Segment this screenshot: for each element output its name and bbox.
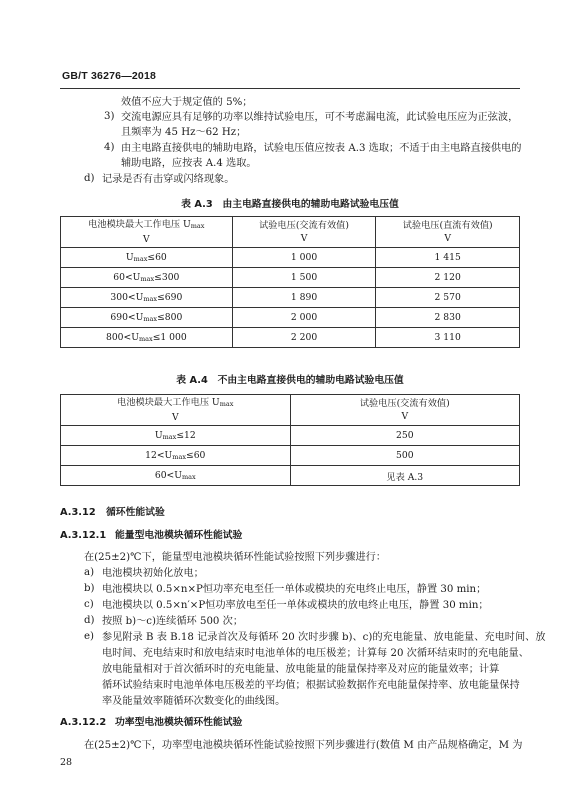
table-a4-header-ac: 试验电压(交流有效值) V — [290, 395, 519, 426]
header-rule — [60, 88, 520, 89]
table-row — [61, 288, 520, 308]
page-number: 28 — [60, 757, 73, 768]
table-a4-ac-value: 500 — [290, 446, 519, 466]
table-a3-ac-value: 1 000 — [232, 248, 376, 268]
step-e-continuation: 循环试验结束时电池单体电压极差的平均值；根据试验数据作充电能量保持率、放电能量保持 — [102, 680, 520, 691]
step-a-text: 电池模块初始化放电； — [102, 568, 204, 579]
a3122-intro: 在(25±2)℃下，功率型电池模块循环性能试验按照下列步骤进行(数值 M 由产品规格确定，M 为 — [84, 740, 523, 751]
table-a3-dc-value: 2 120 — [376, 268, 520, 288]
step-e-continuation: 电时间、充电结束时和放电结束时电池单体的电压极差；计算每 20 次循环结束时的充电能量、 — [102, 648, 529, 659]
item-3-text: 交流电源应具有足够的功率以维持试验电压，可不考虑漏电流，此试验电压应为正弦波， — [121, 112, 519, 123]
section-a3122-title: 功率型电池模块循环性能试验 — [115, 717, 243, 728]
item-d-number: d) — [84, 173, 95, 184]
step-a-number: a) — [84, 567, 95, 578]
table-a3-cond: 690<Umax≤800 — [61, 308, 233, 328]
item-3-continuation: 且频率为 45 Hz～62 Hz； — [121, 127, 247, 138]
item-4-number: 4) — [104, 142, 115, 153]
table-row — [61, 446, 520, 466]
table-a3-cond: 300<Umax≤690 — [61, 288, 233, 308]
table-row — [61, 308, 520, 328]
table-a3-ac-value: 2 200 — [232, 328, 376, 348]
table-a3-header-dc: 试验电压(直流有效值) V — [376, 217, 520, 248]
table-a3-ac-value: 1 500 — [232, 268, 376, 288]
item-4-text: 由主电路直接供电的辅助电路，试验电压值应按表 A.3 选取；不适于由主电路直接供电的 — [121, 143, 522, 154]
table-a3-cond: 60<Umax≤300 — [61, 268, 233, 288]
item-4-continuation: 辅助电路，应按表 A.4 选取。 — [121, 158, 257, 169]
table-a3-dc-value: 2 570 — [376, 288, 520, 308]
item-d-text: 记录是否有击穿或闪络现象。 — [102, 174, 235, 185]
step-c-text: 电池模块以 0.5×n′×P恒功率放电至任一单体或模块的放电终止电压，静置 30 min； — [102, 600, 489, 611]
section-a312-number: A.3.12 — [60, 507, 96, 518]
table-a4-header-row — [61, 395, 520, 426]
table-a3-caption: 表 A.3 由主电路直接供电的辅助电路试验电压值 — [181, 199, 399, 210]
table-a3-header-voltage: 电池模块最大工作电压 Umax V — [61, 217, 233, 248]
step-e-continuation: 放电能量相对于首次循环时的充电能量、放电能量的能量保持率及对应的能量效率；计算 — [102, 664, 500, 675]
table-a4-cond: 60<Umax — [61, 466, 291, 486]
step-e-continuation: 率及能量效率随循环次数变化的曲线图。 — [102, 696, 286, 707]
step-d-text: 按照 b)～c)连续循环 500 次； — [102, 616, 244, 627]
table-row — [61, 466, 520, 486]
step-d-number: d) — [84, 615, 95, 626]
section-a3122-number: A.3.12.2 — [60, 717, 107, 728]
section-a3121-title: 能量型电池模块循环性能试验 — [115, 530, 243, 541]
table-a3-dc-value: 2 830 — [376, 308, 520, 328]
section-a312-title: 循环性能试验 — [106, 507, 165, 518]
table-row — [61, 248, 520, 268]
intro-line-1: 效值不应大于规定值的 5%； — [121, 97, 253, 108]
table-a4-ac-value: 250 — [290, 426, 519, 446]
table-row — [61, 328, 520, 348]
table-a4-header-voltage: 电池模块最大工作电压 Umax V — [61, 395, 291, 426]
table-a3-header-row — [61, 217, 520, 248]
table-a4-cond: 12<Umax≤60 — [61, 446, 291, 466]
table-a3-cond: 800<Umax≤1 000 — [61, 328, 233, 348]
step-e-text: 参见附录 B 表 B.18 记录首次及每循环 20 次时步骤 b)、c)的充电能量、放电能量、充电时间、放 — [102, 632, 546, 643]
table-a4-caption: 表 A.4 不由主电路直接供电的辅助电路试验电压值 — [176, 375, 404, 386]
section-a3121-number: A.3.12.1 — [60, 530, 107, 541]
table-a4-ac-value: 见表 A.3 — [290, 466, 519, 486]
table-a3-cond: Umax≤60 — [61, 248, 233, 268]
table-a3-header-ac: 试验电压(交流有效值) V — [232, 217, 376, 248]
table-a3-dc-value: 3 110 — [376, 328, 520, 348]
table-a3-ac-value: 1 890 — [232, 288, 376, 308]
a3121-intro: 在(25±2)℃下，能量型电池模块循环性能试验按照下列步骤进行： — [84, 552, 387, 563]
item-3-number: 3) — [104, 111, 115, 122]
table-a4 — [60, 394, 520, 486]
table-a3 — [60, 216, 520, 348]
table-row — [61, 426, 520, 446]
table-row — [61, 268, 520, 288]
table-a3-dc-value: 1 415 — [376, 248, 520, 268]
standard-number: GB/T 36276—2018 — [62, 70, 157, 82]
step-e-number: e) — [84, 631, 95, 642]
table-a3-ac-value: 2 000 — [232, 308, 376, 328]
step-b-text: 电池模块以 0.5×n×P恒功率充电至任一单体或模块的充电终止电压，静置 30 min； — [102, 584, 487, 595]
step-c-number: c) — [84, 599, 94, 610]
step-b-number: b) — [84, 583, 95, 594]
table-a4-cond: Umax≤12 — [61, 426, 291, 446]
